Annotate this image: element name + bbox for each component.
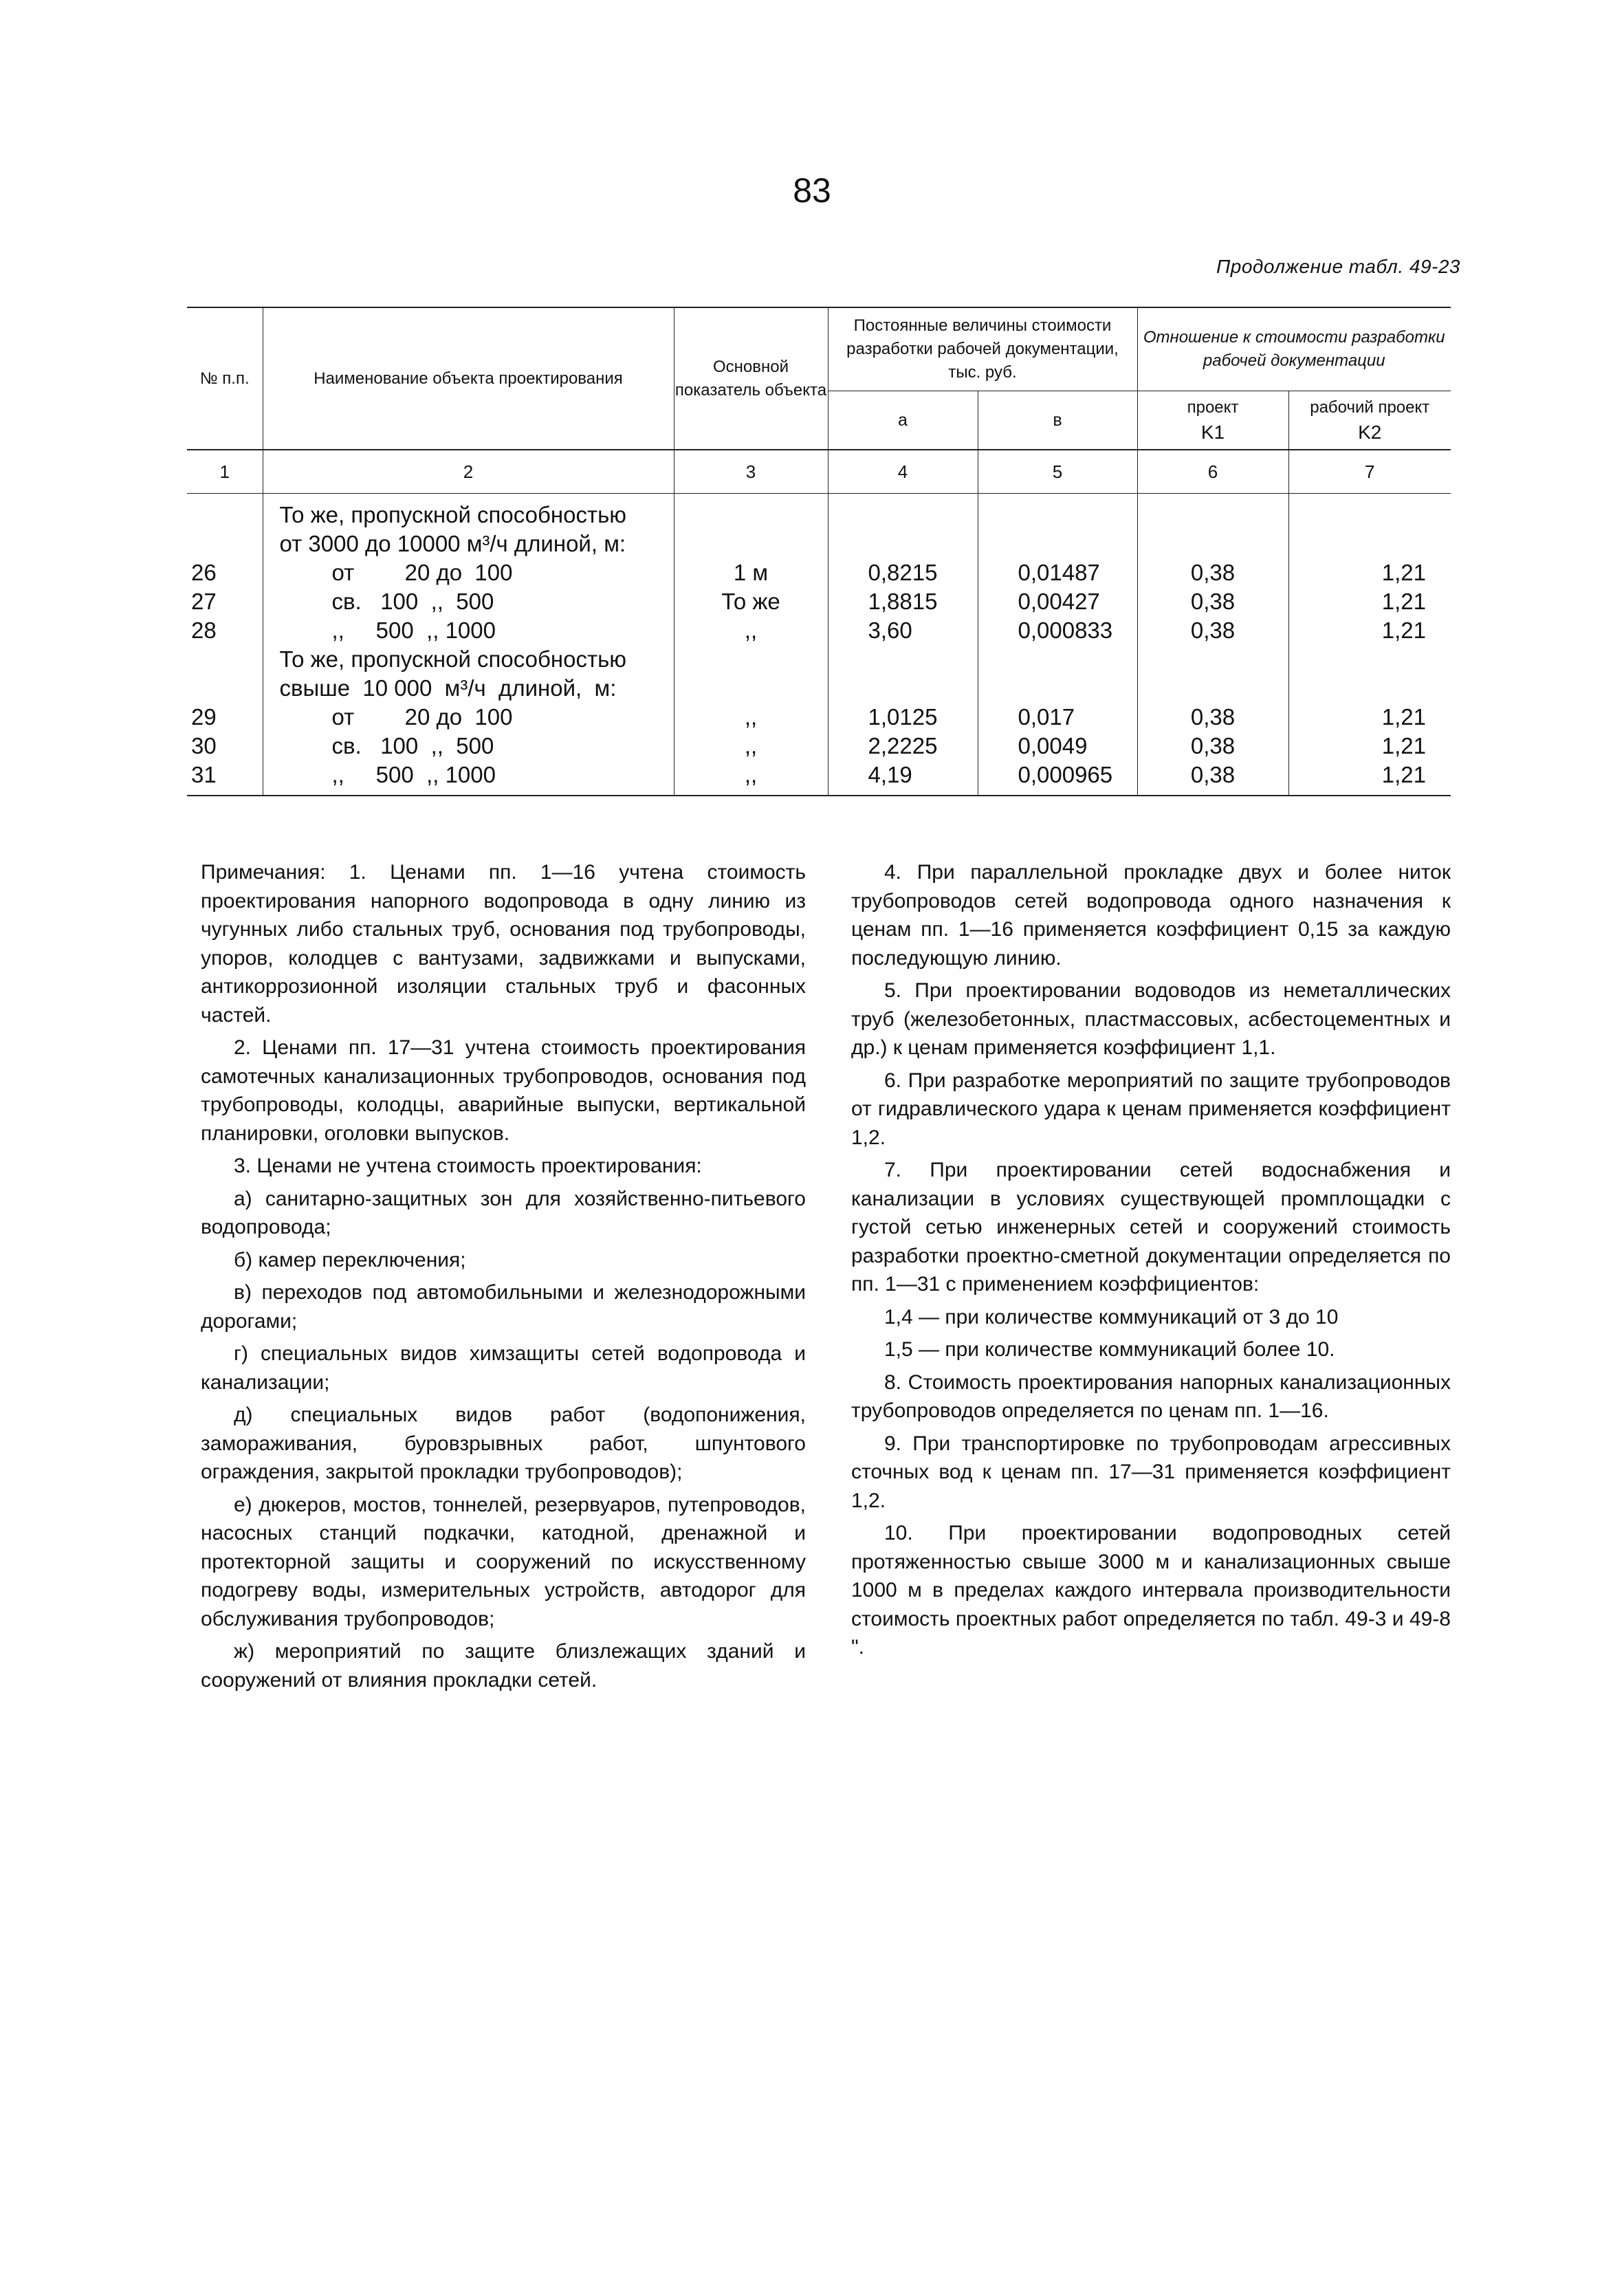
row-indicator: ,, (674, 703, 828, 732)
header-indicator: Основной показатель объекта (674, 307, 828, 450)
table-row (187, 616, 1451, 645)
row-name: То же, пропускной способностью (263, 494, 674, 530)
colnum-2: 2 (263, 450, 674, 494)
row-k2: 1,21 (1288, 558, 1451, 587)
row-value-b (978, 529, 1137, 558)
notes-right-column (851, 858, 1451, 1698)
row-k2 (1288, 494, 1451, 530)
row-indicator (674, 494, 828, 530)
row-indicator: ,, (674, 616, 828, 645)
row-k2 (1288, 529, 1451, 558)
header-project (1137, 391, 1288, 450)
row-indicator: 1 м (674, 558, 828, 587)
note-paragraph: г) специальных видов химзащиты сетей водопровода и канализации; (201, 1342, 806, 1394)
row-k1 (1137, 494, 1288, 530)
row-indicator (674, 529, 828, 558)
row-number: 26 (187, 558, 263, 587)
row-value-b: 0,01487 (978, 558, 1137, 587)
row-number (187, 645, 263, 674)
price-table (187, 307, 1451, 796)
row-value-b (978, 645, 1137, 674)
colnum-6: 6 (1137, 450, 1288, 494)
table-row (187, 645, 1451, 674)
row-value-a: 0,8215 (828, 558, 978, 587)
header-num: № п.п. (187, 307, 263, 450)
row-indicator (674, 674, 828, 703)
row-k2: 1,21 (1288, 761, 1451, 796)
row-name: св. 100 ,, 500 (263, 732, 674, 761)
row-value-a: 1,0125 (828, 703, 978, 732)
header-b: в (978, 391, 1137, 450)
note-paragraph: 2. Ценами пп. 17—31 учтена стоимость проектирования самотечных канализационных трубопроводов, основания под трубопроводы, колодцы, аварийные выпуски, вертикальной планировки, оголовки выпусков. (201, 1036, 806, 1145)
row-value-b: 0,00427 (978, 587, 1137, 616)
note-paragraph: 5. При проектировании водоводов из неметаллических труб (железобетонных, пластмассовых, асбестоцементных и др.) к ценам применяется коэффициент 1,1. (851, 979, 1451, 1059)
header-ratio: Отношение к стоимости разработки рабочей документации (1137, 307, 1451, 391)
note-paragraph: б) камер переключения; (234, 1248, 466, 1271)
row-k2: 1,21 (1288, 732, 1451, 761)
row-k1: 0,38 (1137, 761, 1288, 796)
row-k1: 0,38 (1137, 732, 1288, 761)
row-value-a (828, 494, 978, 530)
row-k1: 0,38 (1137, 587, 1288, 616)
row-name: ,, 500 ,, 1000 (263, 616, 674, 645)
table-row (187, 494, 1451, 530)
note-paragraph: в) переходов под автомобильными и железнодорожными дорогами; (201, 1281, 806, 1333)
note-paragraph: д) специальных видов работ (водопонижения, замораживания, буровзрывных работ, шпунтового ограждения, закрытой прокладки трубопроводов); (201, 1403, 806, 1483)
row-value-b: 0,000965 (978, 761, 1137, 796)
note-paragraph: 4. При параллельной прокладке двух и более ниток трубопроводов сетей водопровода одного назначения к ценам пп. 1—16 применяется коэффициент 0,15 за каждую последующую линию. (851, 861, 1451, 970)
header-k2: K2 (1358, 422, 1382, 443)
row-number (187, 529, 263, 558)
notes-section (201, 858, 1451, 1698)
row-name: от 20 до 100 (263, 703, 674, 732)
row-value-b (978, 494, 1137, 530)
header-project-label: проект (1187, 398, 1239, 417)
row-name: от 20 до 100 (263, 558, 674, 587)
row-k1: 0,38 (1137, 558, 1288, 587)
row-number: 31 (187, 761, 263, 796)
row-number (187, 494, 263, 530)
colnum-7: 7 (1288, 450, 1451, 494)
row-indicator (674, 645, 828, 674)
note-paragraph: а) санитарно-защитных зон для хозяйственно-питьевого водопровода; (201, 1187, 806, 1238)
table-row (187, 558, 1451, 587)
table-row (187, 529, 1451, 558)
note-paragraph: Примечания: 1. Ценами пп. 1—16 учтена стоимость проектирования напорного водопровода в одну линию из чугунных либо стальных труб, основания под трубопроводы, упоров, колодцев с вантузами, задвижками и выпусками, антикоррозионной изоляции стальных труб и фасонных частей. (201, 861, 806, 1027)
page-number: 83 (793, 171, 831, 210)
row-k1: 0,38 (1137, 703, 1288, 732)
colnum-1: 1 (187, 450, 263, 494)
header-name: Наименование объекта проектирования (263, 307, 674, 450)
note-paragraph: 8. Стоимость проектирования напорных канализационных трубопроводов определяется по ценам пп. 1—16. (851, 1370, 1451, 1422)
row-value-a: 1,8815 (828, 587, 978, 616)
row-name: св. 100 ,, 500 (263, 587, 674, 616)
note-paragraph: 7. При проектировании сетей водоснабжения и канализации в условиях существующей промплощадки с густой сетью инженерных сетей и сооружений стоимость разработки проектно-сметной документации определяется по пп. 1—31 с применением коэффициентов: (851, 1159, 1451, 1295)
row-value-a (828, 529, 978, 558)
row-value-a (828, 645, 978, 674)
note-paragraph: ж) мероприятий по защите близлежащих зданий и сооружений от влияния прокладки сетей. (201, 1640, 806, 1692)
row-indicator: То же (674, 587, 828, 616)
table-row (187, 674, 1451, 703)
row-name: ,, 500 ,, 1000 (263, 761, 674, 796)
colnum-5: 5 (978, 450, 1137, 494)
row-k2 (1288, 645, 1451, 674)
row-value-b (978, 674, 1137, 703)
row-name: от 3000 до 10000 м³/ч длиной, м: (263, 529, 674, 558)
header-workproject-label: рабочий проект (1310, 398, 1430, 417)
row-number: 28 (187, 616, 263, 645)
table-body (187, 494, 1451, 796)
row-k2: 1,21 (1288, 703, 1451, 732)
header-workproject (1288, 391, 1451, 450)
row-number: 27 (187, 587, 263, 616)
note-paragraph: е) дюкеров, мостов, тоннелей, резервуаров, путепроводов, насосных станций подкачки, катодной, дренажной и протекторной защиты и сооружений по искусственному подогреву воды, измерительных устройств, автодорог для обслуживания трубопроводов; (201, 1493, 806, 1630)
row-k2 (1288, 674, 1451, 703)
row-value-a: 4,19 (828, 761, 978, 796)
row-value-a: 2,2225 (828, 732, 978, 761)
table-continuation-label: Продолжение табл. 49-23 (1216, 256, 1460, 277)
row-number (187, 674, 263, 703)
note-paragraph: 1,4 — при количестве коммуникаций от 3 до 10 (884, 1305, 1339, 1329)
row-value-b: 0,0049 (978, 732, 1137, 761)
header-a: а (828, 391, 978, 450)
row-indicator: ,, (674, 761, 828, 796)
header-constants: Постоянные величины стоимости разработки рабочей документации, тыс. руб. (828, 307, 1137, 391)
table-row (187, 587, 1451, 616)
table-row (187, 732, 1451, 761)
row-number: 30 (187, 732, 263, 761)
row-value-a: 3,60 (828, 616, 978, 645)
note-paragraph: 10. При проектировании водопроводных сетей протяженностью свыше 3000 м и канализационных свыше 1000 м в пределах каждого интервала производительности стоимость проектных работ определяется по табл. 49-3 и 49-8 ". (851, 1522, 1451, 1659)
table-row (187, 761, 1451, 796)
row-k1: 0,38 (1137, 616, 1288, 645)
price-table-grid (187, 307, 1451, 796)
note-paragraph: 9. При транспортировке по трубопроводам агрессивных сточных вод к ценам пп. 17—31 применяется коэффициент 1,2. (851, 1432, 1451, 1512)
row-number: 29 (187, 703, 263, 732)
row-value-b: 0,017 (978, 703, 1137, 732)
row-name: свыше 10 000 м³/ч длиной, м: (263, 674, 674, 703)
table-row (187, 703, 1451, 732)
colnum-4: 4 (828, 450, 978, 494)
row-value-a (828, 674, 978, 703)
row-k1 (1137, 529, 1288, 558)
row-value-b: 0,000833 (978, 616, 1137, 645)
row-k2: 1,21 (1288, 587, 1451, 616)
header-k1: K1 (1200, 422, 1225, 443)
row-name: То же, пропускной способностью (263, 645, 674, 674)
row-indicator: ,, (674, 732, 828, 761)
row-k1 (1137, 674, 1288, 703)
note-paragraph: 3. Ценами не учтена стоимость проектирования: (234, 1155, 702, 1177)
row-k2: 1,21 (1288, 616, 1451, 645)
colnum-3: 3 (674, 450, 828, 494)
note-paragraph: 6. При разработке мероприятий по защите трубопроводов от гидравлического удара к ценам применяется коэффициент 1,2. (851, 1069, 1451, 1149)
notes-left-column (201, 858, 806, 1698)
row-k1 (1137, 645, 1288, 674)
note-paragraph: 1,5 — при количестве коммуникаций более 10. (884, 1338, 1335, 1361)
